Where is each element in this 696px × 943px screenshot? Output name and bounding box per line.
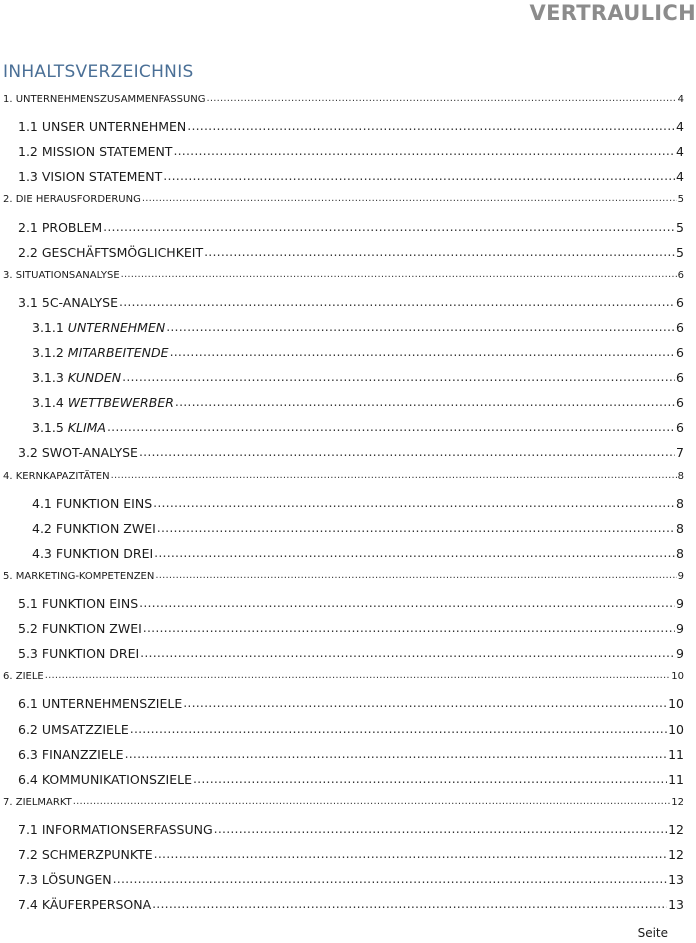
toc-leader-dots: [111, 470, 677, 481]
toc-entry-number: 1.3: [18, 169, 38, 185]
toc-entry-number: 6.2: [18, 721, 38, 737]
toc-entry-label: [32, 395, 174, 410]
toc-leader-dots: [183, 695, 667, 710]
toc-entry-label: [18, 596, 138, 611]
toc-entry-number: 3.: [3, 269, 13, 281]
toc-entry-label: [32, 546, 153, 561]
toc-entry-label: [3, 270, 120, 281]
toc-entry-number: 3.1.2: [32, 345, 64, 360]
toc-entry-page: 10: [668, 721, 684, 737]
toc-entry-text: MARKETING-KOMPETENZEN: [15, 570, 155, 582]
toc-leader-dots: [73, 796, 671, 807]
toc-entry-label: [32, 370, 121, 385]
toc-entry-page: 9: [677, 570, 684, 582]
toc-entry-page: 8: [676, 495, 684, 511]
toc-entry-text: SWOT-ANALYSE: [41, 445, 138, 461]
toc-entry[interactable]: [18, 144, 684, 159]
toc-entry[interactable]: [18, 220, 684, 235]
toc-entry-label: [18, 245, 203, 260]
toc-entry-text: MISSION STATEMENT: [41, 144, 173, 160]
toc-entry-text: FUNKTION EINS: [55, 495, 153, 511]
toc-leader-dots: [153, 495, 675, 510]
toc-entry-text: ZIELE: [15, 671, 44, 683]
footer-page-label: Seite: [637, 926, 668, 940]
toc-leader-dots: [187, 118, 675, 133]
toc-entry[interactable]: [3, 471, 684, 482]
toc-entry-label: [18, 747, 124, 762]
toc-leader-dots: [45, 670, 671, 681]
toc-entry-text: MITARBEITENDE: [67, 345, 169, 360]
toc-entry[interactable]: [18, 897, 684, 912]
toc-entry-label: [18, 897, 151, 912]
toc-entry-number: 3.1.1: [32, 319, 64, 335]
toc-entry[interactable]: [32, 546, 684, 561]
toc-entry-page: 13: [668, 872, 684, 888]
toc-entry[interactable]: [32, 395, 684, 410]
toc-entry-label: [3, 471, 110, 482]
toc-entry-number: 4.1: [32, 495, 52, 511]
toc-entry-number: 1.2: [18, 144, 38, 160]
toc-leader-dots: [103, 219, 675, 234]
toc-entry-page: 12: [671, 796, 684, 808]
toc-leader-dots: [107, 419, 675, 434]
toc-entry-number: 7.3: [18, 872, 38, 888]
toc-entry-label: [18, 144, 172, 159]
toc-entry-text: FUNKTION EINS: [41, 596, 139, 611]
toc-entry-text: PROBLEM: [41, 219, 103, 235]
toc-entry-text: FINANZZIELE: [41, 746, 124, 762]
toc-entry-page: 9: [676, 646, 684, 662]
toc-entry-number: 1.1: [18, 119, 38, 135]
toc-entry-label: [18, 722, 129, 737]
toc-leader-dots: [155, 570, 676, 581]
toc-entry-page: 12: [668, 821, 684, 837]
toc-entry-text: UNTERNEHMENSZIELE: [41, 696, 183, 712]
toc-entry-page: 12: [668, 847, 684, 862]
toc-entry-text: LÖSUNGEN: [41, 872, 112, 888]
toc-leader-dots: [154, 846, 667, 861]
toc-entry[interactable]: [18, 847, 684, 862]
toc-entry-text: SCHMERZPUNKTE: [41, 847, 153, 862]
toc-entry[interactable]: [18, 245, 684, 260]
toc-entry-page: 9: [676, 596, 684, 611]
toc-entry-text: KERNKAPAZITÄTEN: [15, 470, 110, 482]
toc-entry[interactable]: [18, 696, 684, 711]
toc-entry[interactable]: [32, 345, 684, 360]
toc-entry-page: 4: [676, 144, 684, 160]
toc-entry-text: UMSATZZIELE: [41, 721, 129, 737]
toc-entry-label: [18, 169, 162, 184]
toc-entry[interactable]: [3, 94, 684, 105]
toc-entry-page: 5: [676, 244, 684, 260]
toc-entry-page: 7: [676, 445, 684, 461]
toc-entry-label: [32, 420, 106, 435]
toc-entry[interactable]: [18, 722, 684, 737]
toc-leader-dots: [170, 344, 675, 359]
toc-entry-number: 5.3: [18, 646, 38, 662]
toc-entry-text: SITUATIONSANALYSE: [15, 269, 120, 281]
toc-leader-dots: [214, 821, 667, 836]
toc-entry-number: 6.1: [18, 696, 38, 712]
toc-entry[interactable]: [18, 169, 684, 184]
toc-entry-page: 6: [676, 395, 684, 411]
toc-entry-number: 2.1: [18, 219, 38, 235]
toc-entry[interactable]: [3, 194, 684, 205]
toc-entry-page: 6: [676, 294, 684, 310]
toc-entry-number: 1.: [3, 94, 13, 105]
toc-leader-dots: [207, 93, 677, 104]
toc-entry-text: KLIMA: [67, 420, 106, 436]
toc-entry[interactable]: [32, 320, 684, 335]
toc-entry-page: 4: [677, 94, 684, 105]
toc-entry-label: [18, 847, 153, 862]
toc-entry-text: FUNKTION ZWEI: [41, 621, 142, 637]
toc-entry-page: 4: [676, 119, 684, 135]
toc-entry-number: 7.: [3, 796, 13, 808]
toc-entry-text: WETTBEWERBER: [67, 395, 174, 411]
toc-entry[interactable]: [3, 671, 684, 682]
toc-leader-dots: [143, 620, 675, 635]
toc-entry[interactable]: [18, 596, 684, 611]
toc-entry[interactable]: [3, 571, 684, 582]
toc-entry-number: 4.2: [32, 520, 52, 536]
toc-leader-dots: [140, 645, 675, 660]
toc-leader-dots: [166, 319, 675, 334]
toc-entry-text: KOMMUNIKATIONSZIELE: [41, 771, 192, 787]
toc-entry[interactable]: [18, 822, 684, 837]
toc-entry-text: UNTERNEHMEN: [67, 319, 166, 335]
confidential-label: VERTRAULICH: [529, 1, 696, 25]
toc-entry-number: 5.1: [18, 596, 38, 611]
toc-entry[interactable]: [18, 621, 684, 636]
toc-entry-label: [32, 521, 156, 536]
toc-entry[interactable]: [18, 646, 684, 661]
toc-entry-page: 8: [677, 470, 684, 482]
toc-leader-dots: [142, 193, 677, 204]
toc-entry-label: [32, 345, 169, 360]
toc-leader-dots: [113, 871, 667, 886]
toc-entry-page: 9: [676, 621, 684, 637]
toc-entry-label: [18, 646, 139, 661]
toc-entry-label: [3, 94, 206, 105]
toc-entry-page: 8: [676, 545, 684, 561]
toc-entry-number: 7.1: [18, 821, 38, 837]
toc-entry-number: 2.: [3, 194, 13, 206]
toc-entry-text: KÄUFERPERSONA: [41, 897, 152, 913]
toc-entry-number: 7.2: [18, 847, 38, 862]
toc-entry-page: 8: [676, 520, 684, 536]
toc-entry-number: 4.3: [32, 545, 52, 561]
toc-entry-page: 11: [668, 746, 684, 762]
toc-leader-dots: [173, 143, 675, 158]
toc-entry-page: 6: [676, 345, 684, 360]
toc-entry-number: 7.4: [18, 897, 38, 913]
toc-entry-text: DIE HERAUSFORDERUNG: [15, 194, 141, 206]
toc-entry-label: [18, 621, 142, 636]
toc-leader-dots: [204, 244, 675, 259]
toc-entry-text: FUNKTION DREI: [41, 646, 140, 662]
toc-entry-label: [18, 772, 192, 787]
toc-leader-dots: [152, 896, 667, 911]
toc-entry-number: 3.2: [18, 445, 38, 461]
toc-entry[interactable]: [32, 521, 684, 536]
toc-entry-page: 11: [668, 771, 684, 787]
toc-entry-label: [3, 797, 72, 808]
toc-entry-number: 6.: [3, 671, 13, 683]
toc-leader-dots: [163, 168, 675, 183]
toc-entry-text: ZIELMARKT: [15, 796, 72, 808]
toc-leader-dots: [119, 294, 675, 309]
toc-entry-number: 3.1.3: [32, 370, 64, 386]
toc-entry-label: [18, 872, 112, 887]
toc-entry-page: 5: [676, 219, 684, 235]
toc-leader-dots: [122, 369, 675, 384]
toc-entry-text: GESCHÄFTSMÖGLICHKEIT: [41, 244, 204, 260]
toc-entry-page: 10: [668, 696, 684, 712]
toc-entry-label: [32, 320, 165, 335]
toc-entry-label: [3, 194, 141, 205]
toc-entry-page: 6: [676, 370, 684, 386]
toc-entry-text: INFORMATIONSERFASSUNG: [41, 821, 213, 837]
toc-entry[interactable]: [3, 797, 684, 808]
toc-entry-number: 5.: [3, 570, 13, 582]
toc-entry[interactable]: [32, 496, 684, 511]
toc-entry-page: 6: [676, 319, 684, 335]
toc-entry-label: [3, 671, 44, 682]
toc-entry-label: [18, 822, 213, 837]
toc-entry-text: KUNDEN: [67, 370, 122, 386]
toc-entry-page: 6: [676, 420, 684, 436]
toc-entry-page: 5: [677, 194, 684, 206]
toc-entry[interactable]: [32, 370, 684, 385]
toc-entry[interactable]: [32, 420, 684, 435]
toc-entry[interactable]: [18, 747, 684, 762]
toc-entry-page: 10: [671, 671, 684, 683]
toc-entry-label: [32, 496, 152, 511]
toc-entry-number: 6.3: [18, 746, 38, 762]
toc-entry[interactable]: [3, 270, 684, 281]
toc-entry-number: 6.4: [18, 771, 38, 787]
toc-leader-dots: [154, 545, 675, 560]
toc-entry-number: 2.2: [18, 244, 38, 260]
toc-entry[interactable]: [18, 872, 684, 887]
toc-entry-text: FUNKTION ZWEI: [55, 520, 156, 536]
toc-entry-text: VISION STATEMENT: [41, 169, 163, 185]
toc-entry[interactable]: [18, 772, 684, 787]
toc-entry-page: 4: [676, 169, 684, 185]
toc-entry-number: 3.1.4: [32, 395, 64, 411]
toc-title: INHALTSVERZEICHNIS: [3, 62, 194, 82]
toc-entry-page: 6: [677, 269, 684, 281]
toc-entry-text: 5C-ANALYSE: [41, 294, 119, 310]
toc-leader-dots: [130, 721, 667, 736]
toc-entry-number: 4.: [3, 470, 13, 482]
toc-leader-dots: [157, 520, 675, 535]
toc-entry-text: UNSER UNTERNEHMEN: [41, 119, 187, 135]
toc-entry-number: 3.1: [18, 294, 38, 310]
toc-entry-text: FUNKTION DREI: [55, 545, 154, 561]
toc-entry-number: 5.2: [18, 621, 38, 637]
toc-leader-dots: [139, 595, 675, 610]
toc-entry-page: 13: [668, 897, 684, 913]
toc-entry-label: [18, 119, 186, 134]
toc-leader-dots: [175, 394, 675, 409]
toc-leader-dots: [139, 444, 675, 459]
toc-leader-dots: [121, 269, 677, 280]
toc-entry-label: [18, 220, 102, 235]
toc-entry-label: [3, 571, 154, 582]
toc-entry-text: UNTERNEHMENSZUSAMMENFASSUNG: [15, 94, 206, 105]
toc-entry-number: 3.1.5: [32, 420, 64, 436]
toc-leader-dots: [193, 771, 667, 786]
toc-entry[interactable]: [18, 119, 684, 134]
toc-entry-label: [18, 445, 138, 460]
toc-entry[interactable]: [18, 295, 684, 310]
toc-entry[interactable]: [18, 445, 684, 460]
toc-entry-label: [18, 696, 182, 711]
toc-entry-label: [18, 295, 118, 310]
toc-leader-dots: [125, 746, 668, 761]
